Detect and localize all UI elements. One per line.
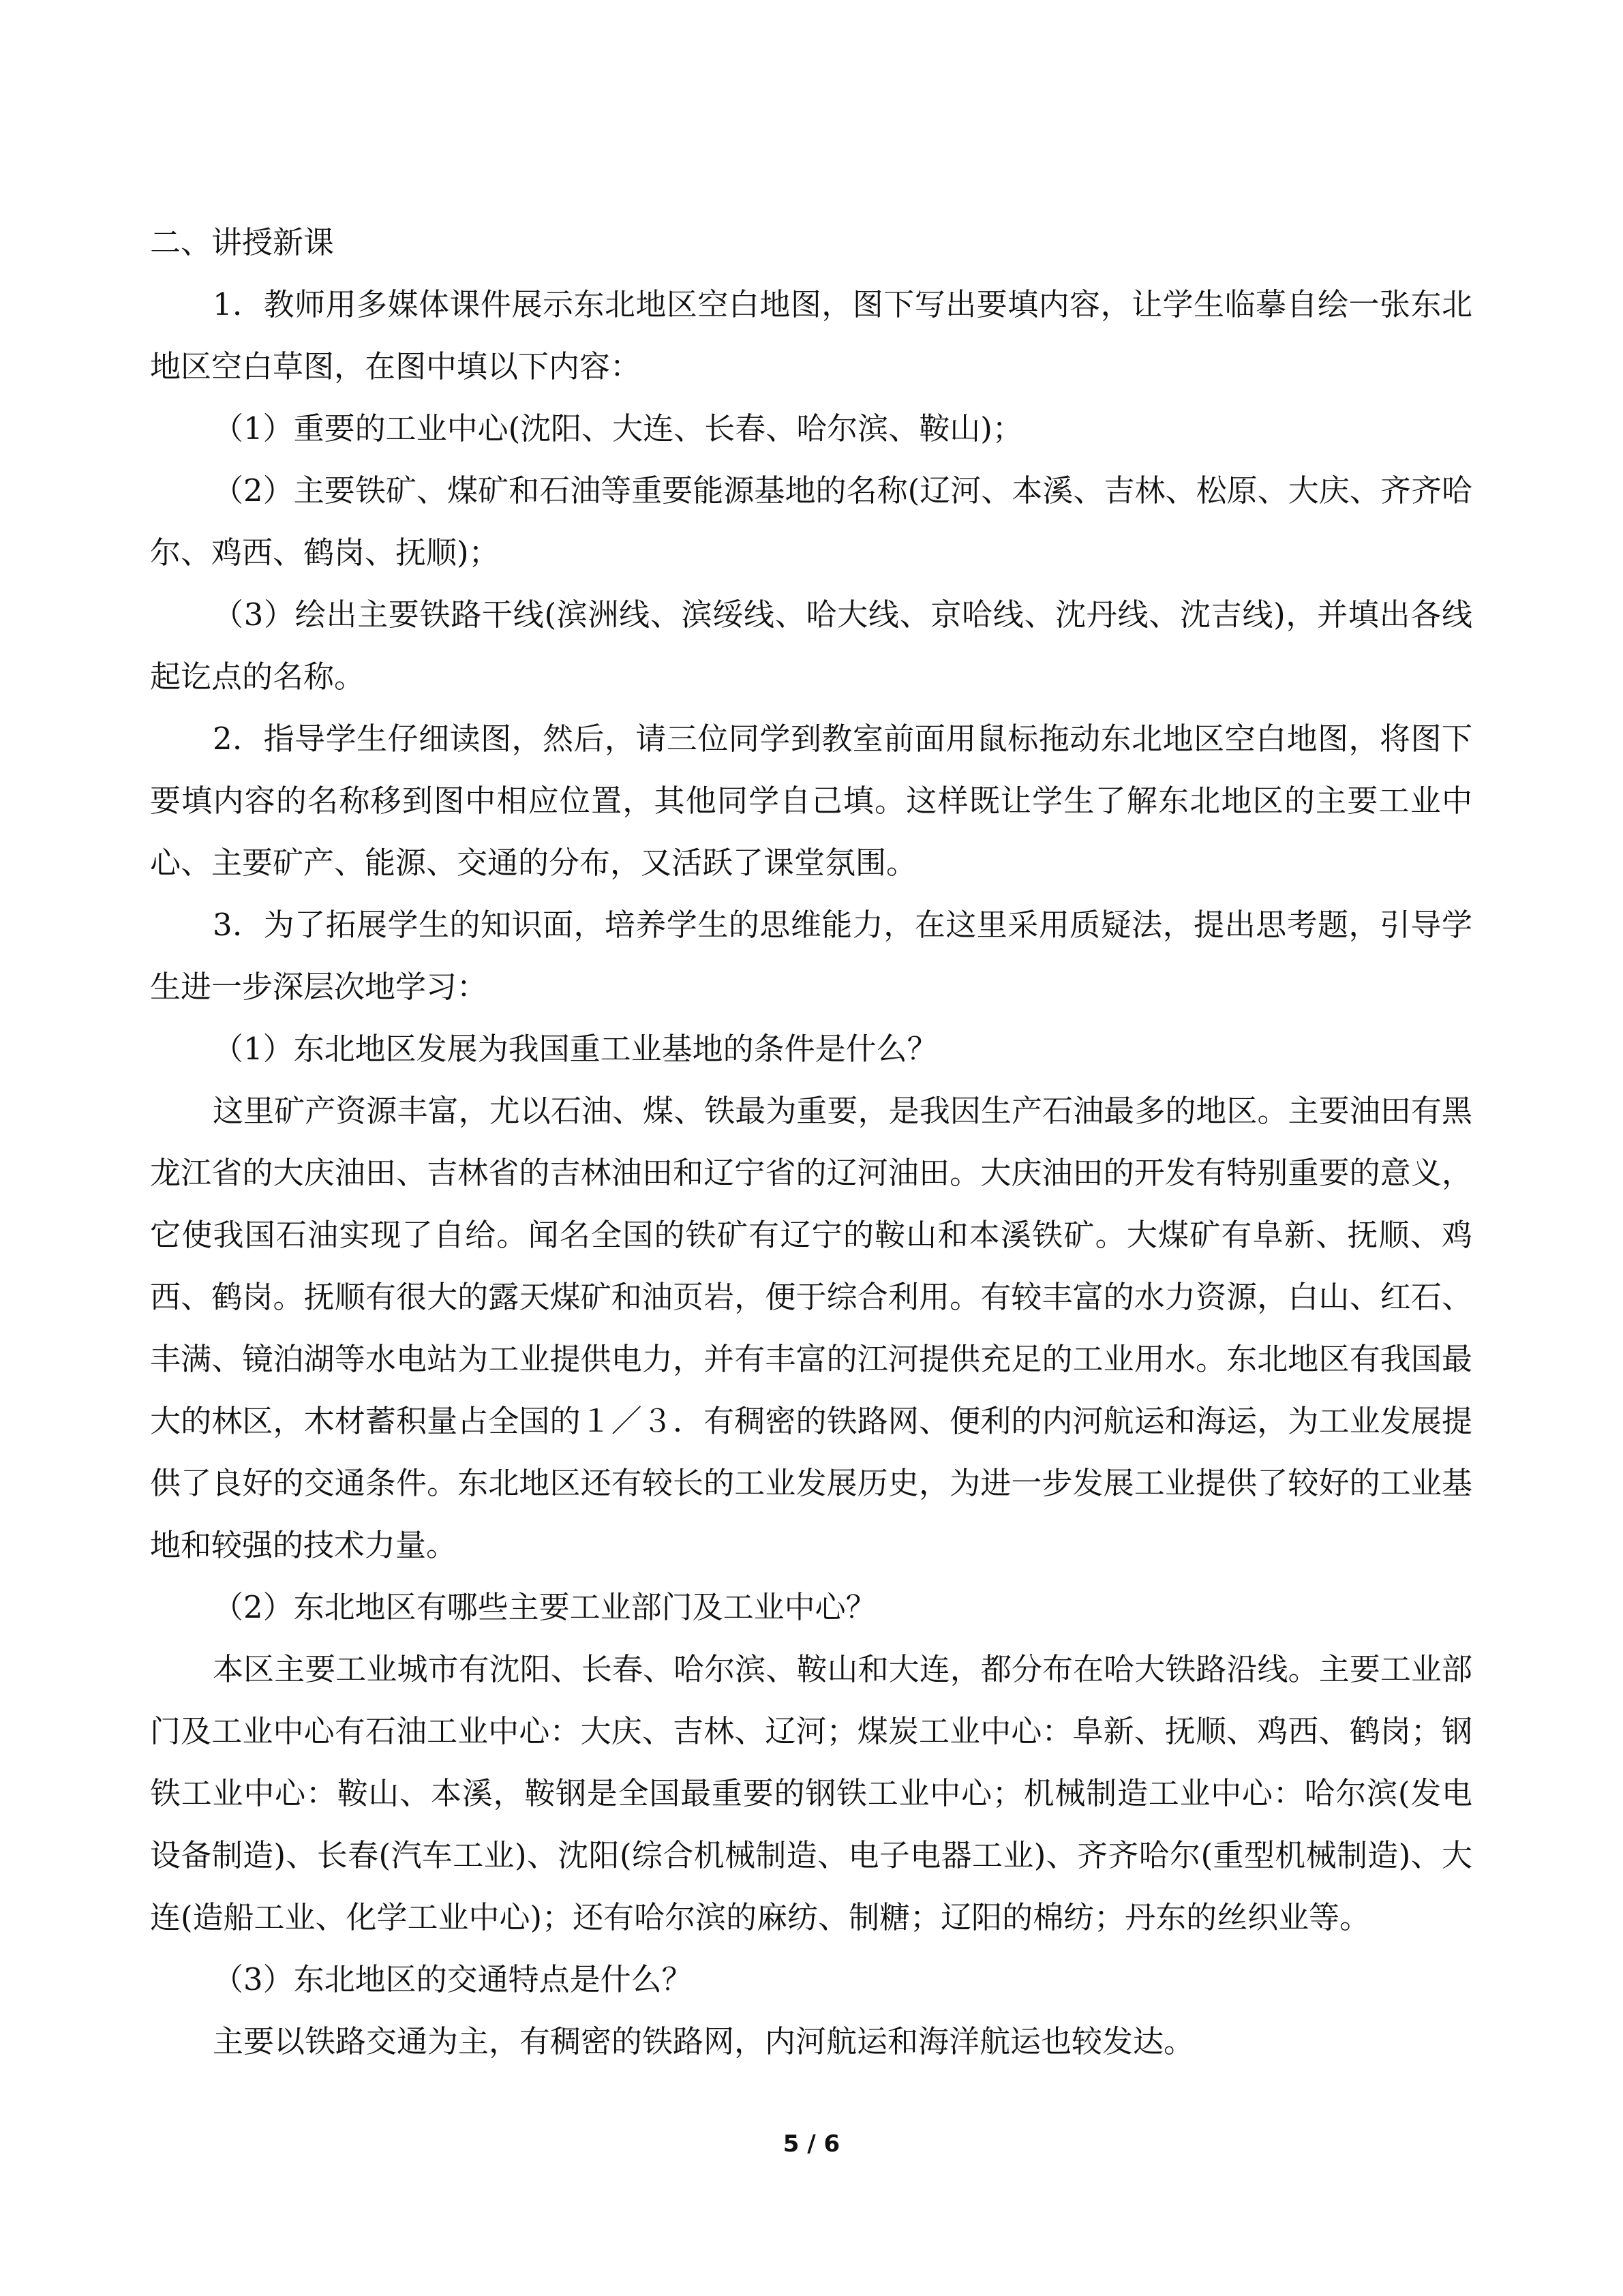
- paragraph-1-item-3: （3）绘出主要铁路干线(滨洲线、滨绥线、哈大线、京哈线、沈丹线、沈吉线)，并填出各线起讫点的名称。: [150, 596, 1472, 695]
- document-body: [150, 211, 1472, 2072]
- question-3: （3）东北地区的交通特点是什么？: [213, 1961, 693, 1997]
- answer-2: 本区主要工业城市有沈阳、长春、哈尔滨、鞍山和大连，都分布在哈大铁路沿线。主要工业部门及工业中心有石油工业中心：大庆、吉林、辽河；煤炭工业中心：阜新、抚顺、鸡西、鹤岗；钢铁工业中心：鞍山、本溪，鞍钢是全国最重要的钢铁工业中心；机械制造工业中心：哈尔滨(发电设备制造)、长春(汽车工业)、沈阳(综合机械制造、电子电器工业)、齐齐哈尔(重型机械制造)、大连(造船工业、化学工业中心)；还有哈尔滨的麻纺、制糖；辽阳的棉纺；丹东的丝织业等。: [150, 1651, 1472, 1935]
- question-1: （1）东北地区发展为我国重工业基地的条件是什么？: [213, 1031, 938, 1067]
- page-number: 5 / 6: [783, 2130, 840, 2158]
- paragraph-2: 2．指导学生仔细读图，然后，请三位同学到教室前面用鼠标拖动东北地区空白地图，将图下要填内容的名称移到图中相应位置，其他同学自己填。这样既让学生了解东北地区的主要工业中心、主要矿产、能源、交通的分布，又活跃了课堂氛围。: [150, 721, 1472, 881]
- section-heading: 二、讲授新课: [150, 224, 335, 260]
- paragraph-3: 3．为了拓展学生的知识面，培养学生的思维能力，在这里采用质疑法，提出思考题，引导学生进一步深层次地学习：: [150, 907, 1472, 1005]
- answer-3: 主要以铁路交通为主，有稠密的铁路网，内河航运和海洋航运也较发达。: [213, 2023, 1195, 2059]
- paragraph-1-item-2: （2）主要铁矿、煤矿和石油等重要能源基地的名称(辽河、本溪、吉林、松原、大庆、齐齐哈尔、鸡西、鹤岗、抚顺)；: [150, 472, 1472, 571]
- answer-1: 这里矿产资源丰富，尤以石油、煤、铁最为重要，是我因生产石油最多的地区。主要油田有黑龙江省的大庆油田、吉林省的吉林油田和辽宁省的辽河油田。大庆油田的开发有特别重要的意义，它使我国石油实现了自给。闻名全国的铁矿有辽宁的鞍山和本溪铁矿。大煤矿有阜新、抚顺、鸡西、鹤岗。抚顺有很大的露天煤矿和油页岩，便于综合利用。有较丰富的水力资源，白山、红石、丰满、镜泊湖等水电站为工业提供电力，并有丰富的江河提供充足的工业用水。东北地区有我国最大的林区，木材蓄积量占全国的１／３．有稠密的铁路网、便利的内河航运和海运，为工业发展提供了良好的交通条件。东北地区还有较长的工业发展历史，为进一步发展工业提供了较好的工业基地和较强的技术力量。: [150, 1093, 1472, 1563]
- paragraph-1-item-1: （1）重要的工业中心(沈阳、大连、长春、哈尔滨、鞍山)；: [213, 410, 1023, 447]
- paragraph-1: 1．教师用多媒体课件展示东北地区空白地图，图下写出要填内容，让学生临摹自绘一张东北地区空白草图，在图中填以下内容：: [150, 286, 1472, 384]
- question-2: （2）东北地区有哪些主要工业部门及工业中心？: [213, 1589, 877, 1625]
